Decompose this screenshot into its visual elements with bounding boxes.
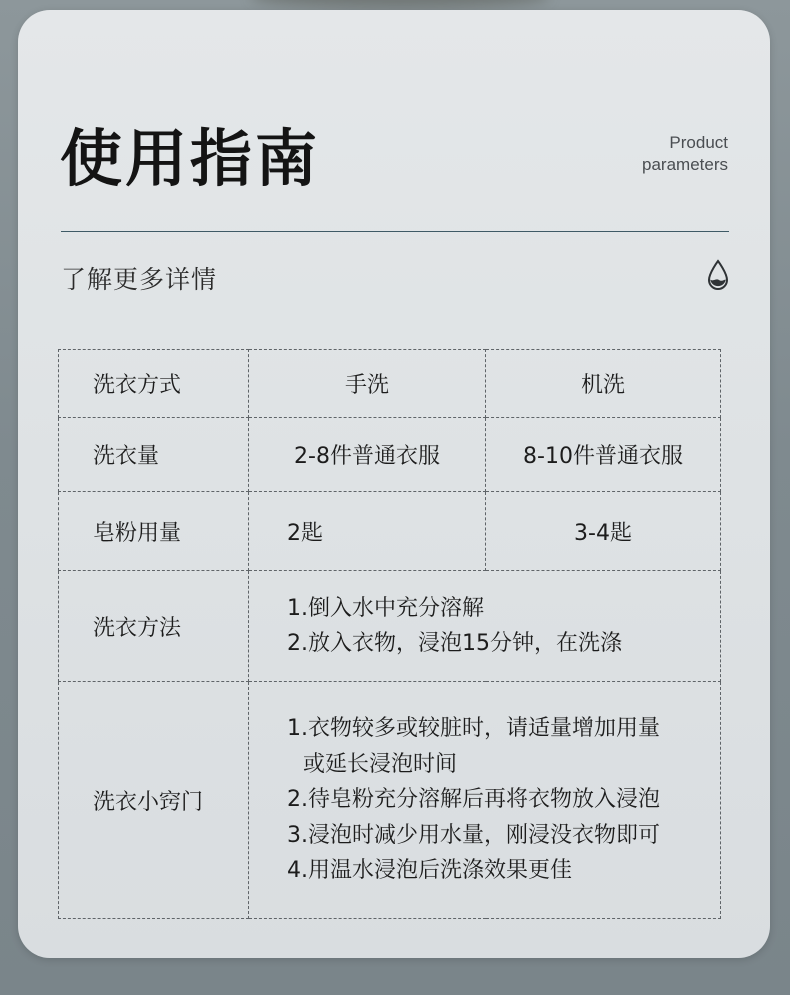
tip-line-continuation: 或延长浸泡时间 — [303, 751, 458, 777]
english-subtitle-line-1: Product — [669, 133, 728, 152]
tip-line: 1.衣物较多或较脏时，请适量增加用量 — [287, 716, 660, 742]
step-line: 1.倒入水中充分溶解 — [287, 595, 484, 621]
english-subtitle-line-2: parameters — [642, 155, 728, 174]
top-shadow-decoration — [250, 0, 550, 8]
section-label: 了解更多详情 — [61, 265, 218, 294]
page-title: 使用指南 — [60, 122, 321, 195]
cell-hand-wash: 手洗 — [249, 350, 486, 418]
table-row-steps — [59, 571, 721, 682]
cell-dosage-machine: 3-4匙 — [486, 492, 721, 571]
steps-list — [249, 571, 721, 682]
guide-card — [18, 10, 770, 958]
row-label-amount: 洗衣量 — [59, 418, 249, 492]
tip-line: 2.待皂粉充分溶解后再将衣物放入浸泡 — [287, 787, 660, 813]
row-label-method: 洗衣方式 — [59, 350, 249, 418]
tips-list — [249, 682, 721, 919]
row-label-steps: 洗衣方法 — [59, 571, 249, 682]
row-label-dosage: 皂粉用量 — [59, 492, 249, 571]
table-row-amount — [59, 418, 721, 492]
cell-dosage-hand: 2匙 — [249, 492, 486, 571]
usage-table — [58, 349, 721, 919]
title-divider — [61, 231, 729, 232]
cell-machine-wash: 机洗 — [486, 350, 721, 418]
cell-amount-machine: 8-10件普通衣服 — [486, 418, 721, 492]
table-row-tips — [59, 682, 721, 919]
table-row-dosage — [59, 492, 721, 571]
table-row-method — [59, 350, 721, 418]
water-drop-icon — [706, 259, 730, 291]
cell-amount-hand: 2-8件普通衣服 — [249, 418, 486, 492]
step-line: 2.放入衣物，浸泡15分钟，在洗涤 — [287, 631, 622, 656]
english-subtitle — [642, 132, 728, 176]
tip-line: 4.用温水浸泡后洗涤效果更佳 — [287, 858, 572, 884]
tip-line: 3.浸泡时减少用水量，刚浸没衣物即可 — [287, 822, 660, 848]
row-label-tips: 洗衣小窍门 — [59, 682, 249, 919]
